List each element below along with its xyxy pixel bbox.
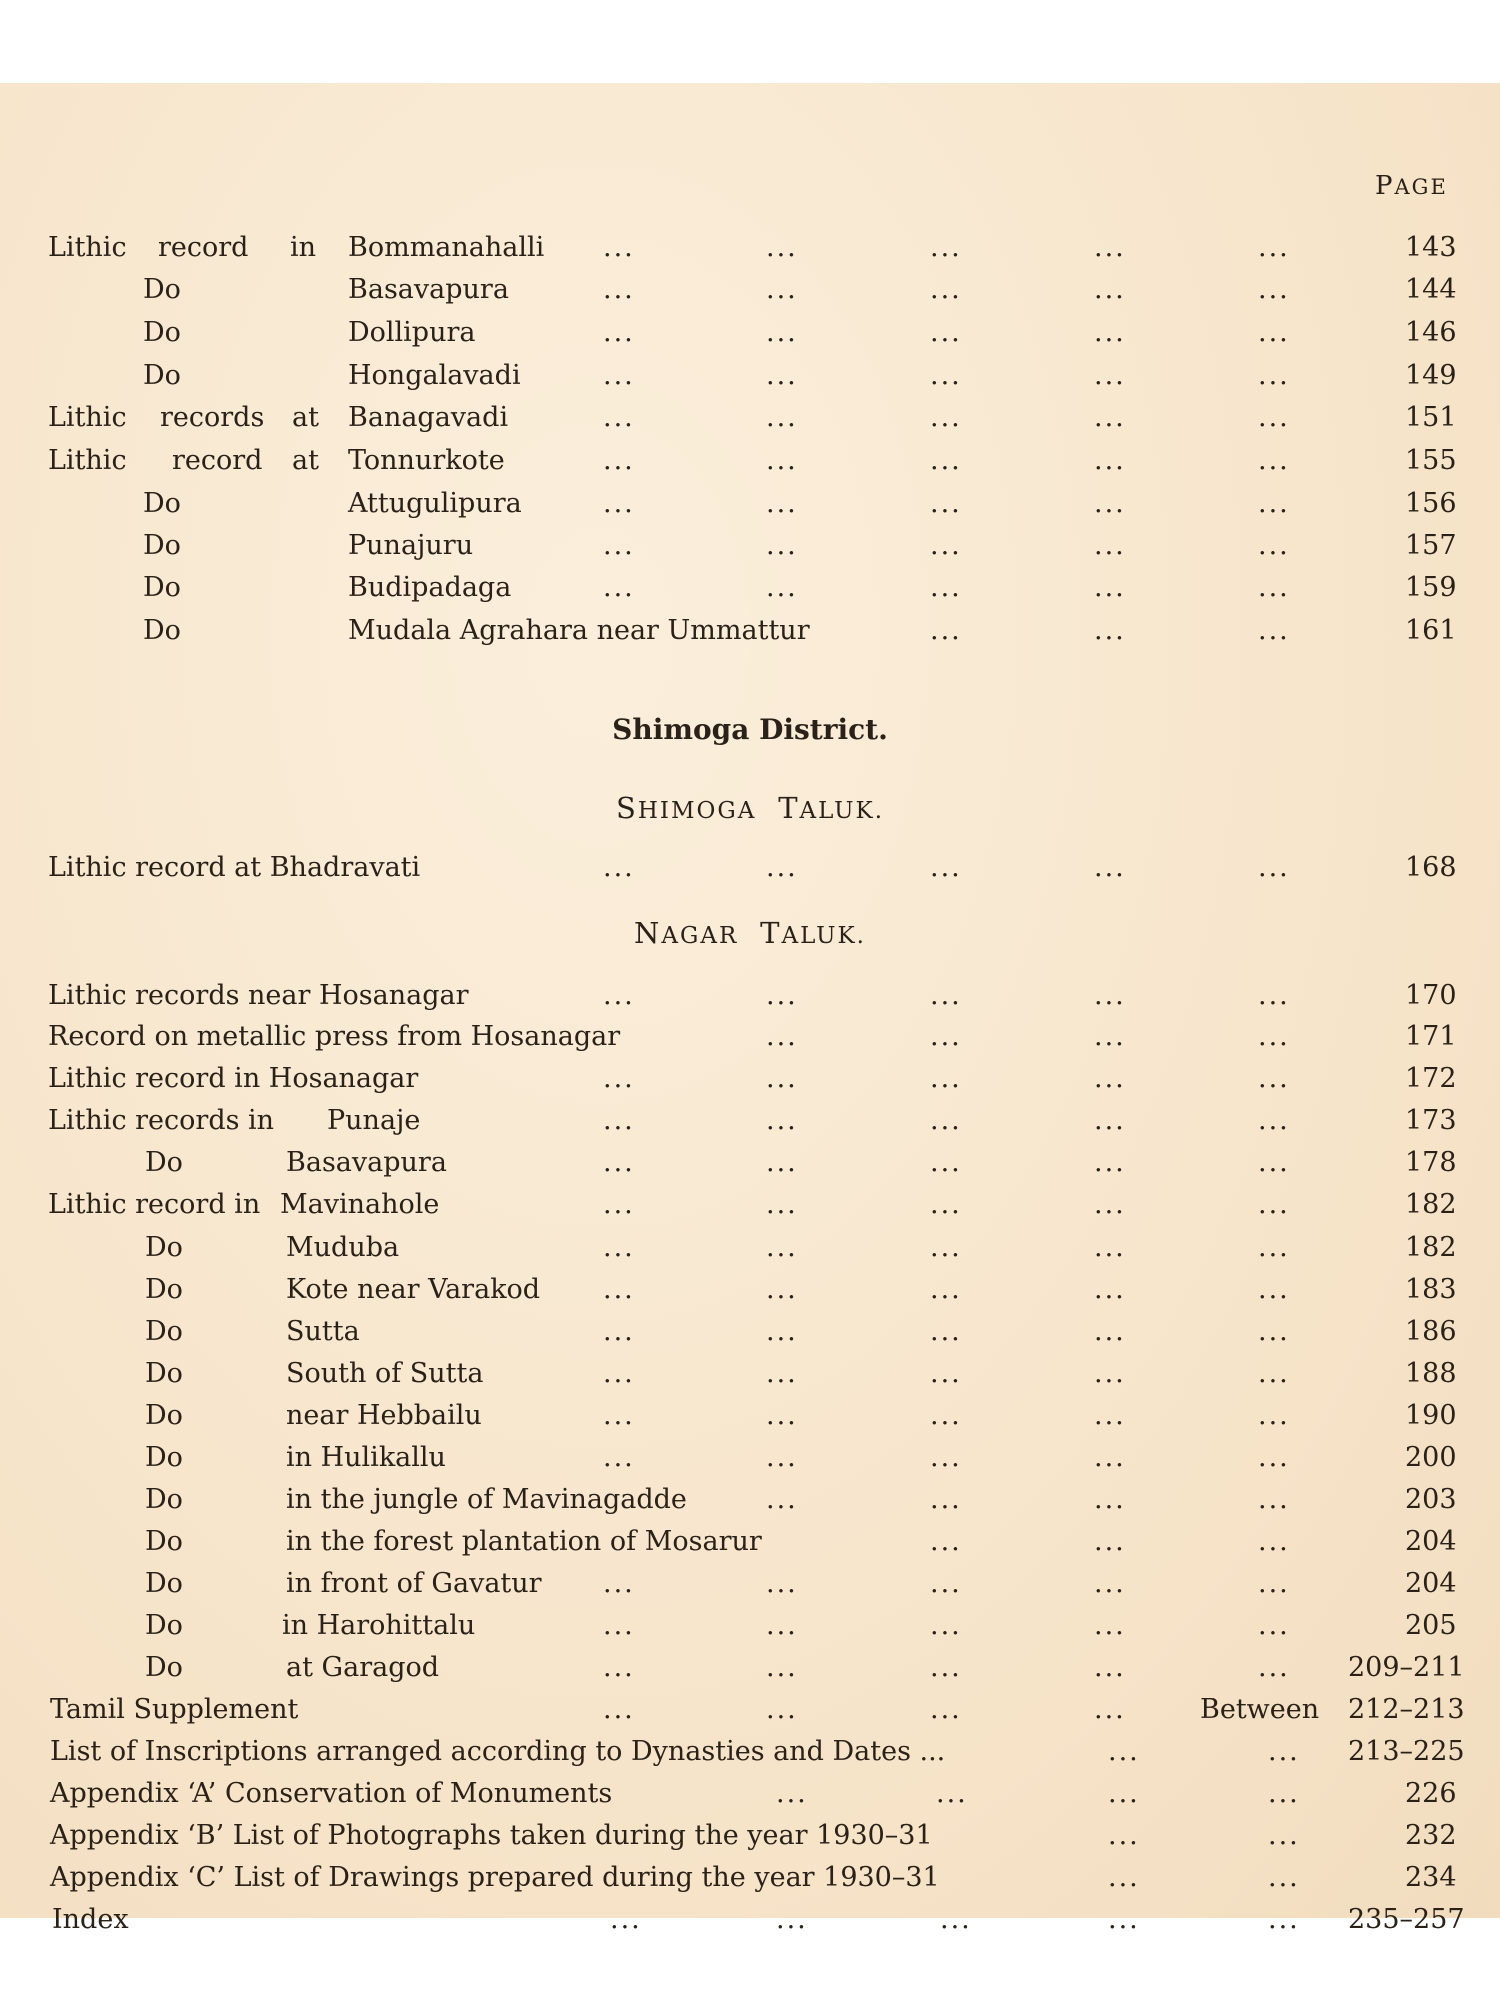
page-number: 151: [1405, 402, 1457, 433]
leader-dots: ...: [930, 1189, 962, 1220]
entry-label: Lithic record in Hosanagar: [48, 1063, 419, 1094]
leader-dots: ...: [766, 1316, 798, 1347]
leader-dots: ...: [1094, 1274, 1126, 1305]
entry-place: Mudala Agrahara near Ummattur: [348, 615, 810, 646]
leader-dots: ...: [930, 615, 962, 646]
entry-label: Appendix ‘B’ List of Photographs taken during the year 1930–31: [50, 1820, 933, 1851]
leader-dots: ...: [766, 317, 798, 348]
page-number: 212–213: [1348, 1694, 1465, 1725]
page-number: 213–225: [1348, 1736, 1465, 1767]
leader-dots: ...: [766, 530, 798, 561]
leader-dots: ...: [1258, 488, 1290, 519]
toc-row: [0, 1690, 1500, 1730]
entry-label: at: [292, 402, 319, 433]
leader-dots: ...: [603, 402, 635, 433]
leader-dots: ...: [930, 1358, 962, 1389]
ditto-mark: Do: [145, 1652, 183, 1683]
ditto-mark: Do: [145, 1358, 183, 1389]
toc-row: [0, 484, 1500, 524]
leader-dots: ...: [1268, 1904, 1300, 1935]
page-number: 203: [1405, 1484, 1457, 1515]
leader-dots: ...: [930, 1274, 962, 1305]
leader-dots: ...: [1258, 1526, 1290, 1557]
toc-row: [0, 1185, 1500, 1225]
leader-dots: ...: [930, 1568, 962, 1599]
leader-dots: ...: [766, 1652, 798, 1683]
leader-dots: ...: [603, 274, 635, 305]
leader-dots: ...: [766, 402, 798, 433]
leader-dots: ...: [930, 1694, 962, 1725]
leader-dots: ...: [1258, 1652, 1290, 1683]
ditto-mark: Do: [145, 1400, 183, 1431]
page-number: 157: [1405, 530, 1457, 561]
leader-dots: ...: [1094, 1358, 1126, 1389]
page-number: 232: [1405, 1820, 1457, 1851]
leader-dots: ...: [603, 1652, 635, 1683]
leader-dots: ...: [930, 572, 962, 603]
leader-dots: ...: [776, 1778, 808, 1809]
leader-dots: ...: [1094, 1189, 1126, 1220]
leader-dots: ...: [603, 572, 635, 603]
leader-dots: ...: [930, 1232, 962, 1263]
leader-dots: ...: [766, 1189, 798, 1220]
document-page: [0, 83, 1500, 1935]
district-heading: Shimoga District.: [612, 713, 888, 746]
leader-dots: ...: [603, 1316, 635, 1347]
page-number: 204: [1405, 1526, 1457, 1557]
leader-dots: ...: [1258, 530, 1290, 561]
leader-dots: ...: [766, 1610, 798, 1641]
page-number: 178: [1405, 1147, 1457, 1178]
leader-dots: ...: [1094, 572, 1126, 603]
toc-row: [0, 228, 1500, 268]
leader-dots: ...: [1094, 1400, 1126, 1431]
entry-label: Appendix ‘C’ List of Drawings prepared during the year 1930–31: [50, 1862, 940, 1893]
leader-dots: ...: [1094, 1610, 1126, 1641]
ditto-mark: Do: [145, 1232, 183, 1263]
leader-dots: ...: [766, 1021, 798, 1052]
leader-dots: ...: [1108, 1862, 1140, 1893]
entry-place: Kote near Varakod: [286, 1274, 541, 1305]
entry-place: Banagavadi: [348, 402, 509, 433]
entry-place: in the forest plantation of Mosarur: [286, 1526, 762, 1557]
leader-dots: ...: [766, 274, 798, 305]
page-number: 168: [1405, 852, 1457, 883]
entry-place: Sutta: [286, 1316, 360, 1347]
toc-row: [0, 1858, 1500, 1898]
leader-dots: ...: [1258, 402, 1290, 433]
page-number: 226: [1405, 1778, 1457, 1809]
page-column-label: PAGE: [1375, 171, 1448, 201]
leader-dots: ...: [1094, 852, 1126, 883]
entry-place: Bommanahalli: [348, 232, 545, 263]
toc-row: [0, 313, 1500, 353]
leader-dots: ...: [1094, 615, 1126, 646]
ditto-mark: Do: [145, 1568, 183, 1599]
leader-dots: ...: [930, 445, 962, 476]
leader-dots: ...: [603, 530, 635, 561]
leader-dots: ...: [1094, 980, 1126, 1011]
entry-place: Punaje: [327, 1105, 421, 1136]
leader-dots: ...: [1258, 360, 1290, 391]
toc-row: [0, 526, 1500, 566]
entry-label: Lithic: [48, 232, 127, 263]
ditto-mark: Do: [143, 317, 181, 348]
leader-dots: ...: [603, 1568, 635, 1599]
leader-dots: ...: [1268, 1778, 1300, 1809]
entry-label: Lithic: [48, 445, 127, 476]
entry-place: in Harohittalu: [282, 1610, 476, 1641]
page-number: 161: [1405, 615, 1457, 646]
leader-dots: ...: [1258, 1442, 1290, 1473]
entry-place: Basavapura: [286, 1147, 447, 1178]
leader-dots: ...: [766, 1568, 798, 1599]
leader-dots: ...: [766, 1694, 798, 1725]
leader-dots: ...: [1258, 1232, 1290, 1263]
entry-place: Mavinahole: [280, 1189, 440, 1220]
taluk-heading-shimoga: SHIMOGA TALUK.: [615, 791, 885, 825]
leader-dots: ...: [766, 572, 798, 603]
entry-label: at: [292, 445, 319, 476]
entry-label: Lithic: [48, 402, 127, 433]
leader-dots: ...: [766, 1232, 798, 1263]
leader-dots: ...: [766, 980, 798, 1011]
leader-dots: ...: [1268, 1736, 1300, 1767]
leader-dots: ...: [1258, 572, 1290, 603]
entry-place: Tonnurkote: [348, 445, 505, 476]
ditto-mark: Do: [143, 488, 181, 519]
leader-dots: ...: [930, 530, 962, 561]
taluk-heading-nagar: NAGAR TALUK.: [634, 916, 866, 950]
toc-row: [0, 1606, 1500, 1646]
leader-dots: ...: [1094, 1568, 1126, 1599]
entry-place: Basavapura: [348, 274, 509, 305]
leader-dots: ...: [1258, 1358, 1290, 1389]
page-number: 186: [1405, 1316, 1457, 1347]
toc-row: [0, 1564, 1500, 1604]
leader-dots: ...: [1258, 1568, 1290, 1599]
leader-dots: ...: [930, 1316, 962, 1347]
toc-row: [0, 1648, 1500, 1688]
leader-dots: ...: [1258, 274, 1290, 305]
entry-label: Tamil Supplement: [50, 1694, 299, 1725]
leader-dots: ...: [1094, 1694, 1126, 1725]
leader-dots: ...: [1108, 1778, 1140, 1809]
leader-dots: ...: [1258, 1063, 1290, 1094]
leader-dots: ...: [1258, 1484, 1290, 1515]
leader-dots: ...: [603, 360, 635, 391]
entry-place: near Hebbailu: [286, 1400, 482, 1431]
leader-dots: ...: [603, 1147, 635, 1178]
leader-dots: ...: [766, 1063, 798, 1094]
toc-row: [0, 1017, 1500, 1057]
ditto-mark: Do: [145, 1147, 183, 1178]
entry-place: at Garagod: [286, 1652, 440, 1683]
ditto-mark: Do: [143, 572, 181, 603]
leader-dots: ...: [766, 360, 798, 391]
entry-label: record: [158, 232, 249, 263]
leader-dots: ...: [1094, 445, 1126, 476]
leader-dots: ...: [603, 980, 635, 1011]
entry-place: in the jungle of Mavinagadde: [286, 1484, 687, 1515]
page-number: 144: [1405, 274, 1457, 305]
toc-row: [0, 1143, 1500, 1183]
leader-dots: ...: [1258, 1105, 1290, 1136]
page-number: 190: [1405, 1400, 1457, 1431]
leader-dots: ...: [603, 1442, 635, 1473]
toc-row: [0, 398, 1500, 438]
leader-dots: ...: [930, 980, 962, 1011]
toc-row: [0, 356, 1500, 396]
toc-row: [0, 1270, 1500, 1310]
leader-dots: ...: [1268, 1820, 1300, 1851]
leader-dots: ...: [1094, 402, 1126, 433]
leader-dots: ...: [1258, 1189, 1290, 1220]
leader-dots: ...: [1094, 1442, 1126, 1473]
leader-dots: ...: [1258, 317, 1290, 348]
leader-dots: ...: [603, 1274, 635, 1305]
page-number: 182: [1405, 1189, 1457, 1220]
entry-label: Appendix ‘A’ Conservation of Monuments: [50, 1778, 613, 1809]
entry-label: Record on metallic press from Hosanagar: [48, 1021, 621, 1052]
leader-dots: ...: [1094, 232, 1126, 263]
leader-dots: ...: [1258, 1147, 1290, 1178]
leader-dots: ...: [1108, 1736, 1140, 1767]
toc-row: [0, 1900, 1500, 1940]
toc-row: [0, 1774, 1500, 1814]
leader-dots: ...: [603, 1694, 635, 1725]
leader-dots: ...: [603, 1189, 635, 1220]
leader-dots: ...: [766, 1274, 798, 1305]
page-number: 149: [1405, 360, 1457, 391]
leader-dots: ...: [1258, 1610, 1290, 1641]
leader-dots: ...: [930, 360, 962, 391]
entry-place: Dollipura: [348, 317, 476, 348]
leader-dots: ...: [930, 488, 962, 519]
page-number: 155: [1405, 445, 1457, 476]
toc-row: [0, 976, 1500, 1016]
toc-row: [0, 848, 1500, 888]
toc-row: [0, 1228, 1500, 1268]
leader-dots: ...: [1094, 1147, 1126, 1178]
leader-dots: ...: [766, 232, 798, 263]
entry-place: in Hulikallu: [286, 1442, 446, 1473]
leader-dots: ...: [930, 1021, 962, 1052]
leader-dots: ...: [1094, 488, 1126, 519]
entry-note: Between: [1200, 1694, 1320, 1725]
leader-dots: ...: [766, 1442, 798, 1473]
toc-row: [0, 611, 1500, 651]
entry-label: List of Inscriptions arranged according to Dynasties and Dates ...: [50, 1736, 946, 1767]
entry-label: Lithic records in: [48, 1105, 275, 1136]
leader-dots: ...: [1094, 530, 1126, 561]
entry-label: Index: [52, 1904, 129, 1935]
leader-dots: ...: [930, 1400, 962, 1431]
ditto-mark: Do: [145, 1484, 183, 1515]
leader-dots: ...: [1094, 1063, 1126, 1094]
toc-row: [0, 1522, 1500, 1562]
page-number: 234: [1405, 1862, 1457, 1893]
toc-row: [0, 1059, 1500, 1099]
leader-dots: ...: [1258, 615, 1290, 646]
leader-dots: ...: [603, 488, 635, 519]
entry-place: Attugulipura: [348, 488, 522, 519]
leader-dots: ...: [1258, 1316, 1290, 1347]
leader-dots: ...: [930, 1063, 962, 1094]
ditto-mark: Do: [145, 1526, 183, 1557]
leader-dots: ...: [936, 1778, 968, 1809]
leader-dots: ...: [930, 232, 962, 263]
leader-dots: ...: [766, 1400, 798, 1431]
leader-dots: ...: [603, 317, 635, 348]
ditto-mark: Do: [143, 615, 181, 646]
page-number: 146: [1405, 317, 1457, 348]
ditto-mark: Do: [145, 1442, 183, 1473]
leader-dots: ...: [1258, 232, 1290, 263]
entry-place: Muduba: [286, 1232, 400, 1263]
leader-dots: ...: [930, 1105, 962, 1136]
leader-dots: ...: [940, 1904, 972, 1935]
leader-dots: ...: [1108, 1820, 1140, 1851]
leader-dots: ...: [1094, 1232, 1126, 1263]
leader-dots: ...: [766, 488, 798, 519]
page-number: 209–211: [1348, 1652, 1465, 1683]
page-number: 173: [1405, 1105, 1457, 1136]
page-number: 204: [1405, 1568, 1457, 1599]
entry-label: Lithic record at Bhadravati: [48, 852, 421, 883]
leader-dots: ...: [1258, 445, 1290, 476]
entry-place: Budipadaga: [348, 572, 512, 603]
leader-dots: ...: [603, 232, 635, 263]
leader-dots: ...: [1258, 852, 1290, 883]
leader-dots: ...: [1108, 1904, 1140, 1935]
leader-dots: ...: [766, 1105, 798, 1136]
leader-dots: ...: [610, 1904, 642, 1935]
leader-dots: ...: [1258, 1021, 1290, 1052]
toc-row: [0, 1480, 1500, 1520]
ditto-mark: Do: [145, 1610, 183, 1641]
leader-dots: ...: [766, 1358, 798, 1389]
leader-dots: ...: [930, 274, 962, 305]
leader-dots: ...: [603, 852, 635, 883]
page-number: 143: [1405, 232, 1457, 263]
page-number: 200: [1405, 1442, 1457, 1473]
entry-place: Punajuru: [348, 530, 474, 561]
ditto-mark: Do: [143, 530, 181, 561]
entry-label: in: [290, 232, 317, 263]
page-number: 172: [1405, 1063, 1457, 1094]
leader-dots: ...: [1094, 1484, 1126, 1515]
toc-row: [0, 1312, 1500, 1352]
toc-row: [0, 1732, 1500, 1772]
leader-dots: ...: [930, 1526, 962, 1557]
page-number: 170: [1405, 980, 1457, 1011]
leader-dots: ...: [766, 852, 798, 883]
leader-dots: ...: [1094, 360, 1126, 391]
toc-row: [0, 1354, 1500, 1394]
entry-place: in front of Gavatur: [286, 1568, 542, 1599]
toc-row: [0, 1438, 1500, 1478]
entry-label: record: [172, 445, 263, 476]
ditto-mark: Do: [143, 274, 181, 305]
leader-dots: ...: [766, 1147, 798, 1178]
page-number: 182: [1405, 1232, 1457, 1263]
leader-dots: ...: [930, 1442, 962, 1473]
page-number: 205: [1405, 1610, 1457, 1641]
leader-dots: ...: [1094, 1021, 1126, 1052]
entry-label: Lithic records near Hosanagar: [48, 980, 469, 1011]
entry-place: South of Sutta: [286, 1358, 484, 1389]
leader-dots: ...: [930, 317, 962, 348]
ditto-mark: Do: [145, 1316, 183, 1347]
leader-dots: ...: [1258, 1400, 1290, 1431]
leader-dots: ...: [1094, 1105, 1126, 1136]
toc-row: [0, 1396, 1500, 1436]
page-number: 159: [1405, 572, 1457, 603]
page-number: 156: [1405, 488, 1457, 519]
toc-row: [0, 1816, 1500, 1856]
leader-dots: ...: [603, 1400, 635, 1431]
leader-dots: ...: [603, 1610, 635, 1641]
leader-dots: ...: [603, 445, 635, 476]
leader-dots: ...: [1094, 1526, 1126, 1557]
leader-dots: ...: [1094, 1652, 1126, 1683]
leader-dots: ...: [603, 1232, 635, 1263]
ditto-mark: Do: [145, 1274, 183, 1305]
toc-row: [0, 1101, 1500, 1141]
leader-dots: ...: [930, 1484, 962, 1515]
ditto-mark: Do: [143, 360, 181, 391]
leader-dots: ...: [1094, 1316, 1126, 1347]
entry-place: Hongalavadi: [348, 360, 521, 391]
page-number: 235–257: [1348, 1904, 1465, 1935]
entry-label: Lithic record in: [48, 1189, 261, 1220]
leader-dots: ...: [776, 1904, 808, 1935]
leader-dots: ...: [766, 445, 798, 476]
leader-dots: ...: [930, 852, 962, 883]
leader-dots: ...: [1258, 1274, 1290, 1305]
leader-dots: ...: [603, 1105, 635, 1136]
leader-dots: ...: [1094, 317, 1126, 348]
leader-dots: ...: [930, 402, 962, 433]
toc-row: [0, 568, 1500, 608]
toc-row: [0, 441, 1500, 481]
leader-dots: ...: [930, 1652, 962, 1683]
leader-dots: ...: [603, 1358, 635, 1389]
page-number: 188: [1405, 1358, 1457, 1389]
page-number: 183: [1405, 1274, 1457, 1305]
leader-dots: ...: [1258, 980, 1290, 1011]
leader-dots: ...: [930, 1610, 962, 1641]
leader-dots: ...: [766, 1484, 798, 1515]
toc-row: [0, 270, 1500, 310]
leader-dots: ...: [603, 1063, 635, 1094]
leader-dots: ...: [1094, 274, 1126, 305]
page-number: 171: [1405, 1021, 1457, 1052]
leader-dots: ...: [930, 1147, 962, 1178]
entry-label: records: [160, 402, 265, 433]
leader-dots: ...: [1268, 1862, 1300, 1893]
